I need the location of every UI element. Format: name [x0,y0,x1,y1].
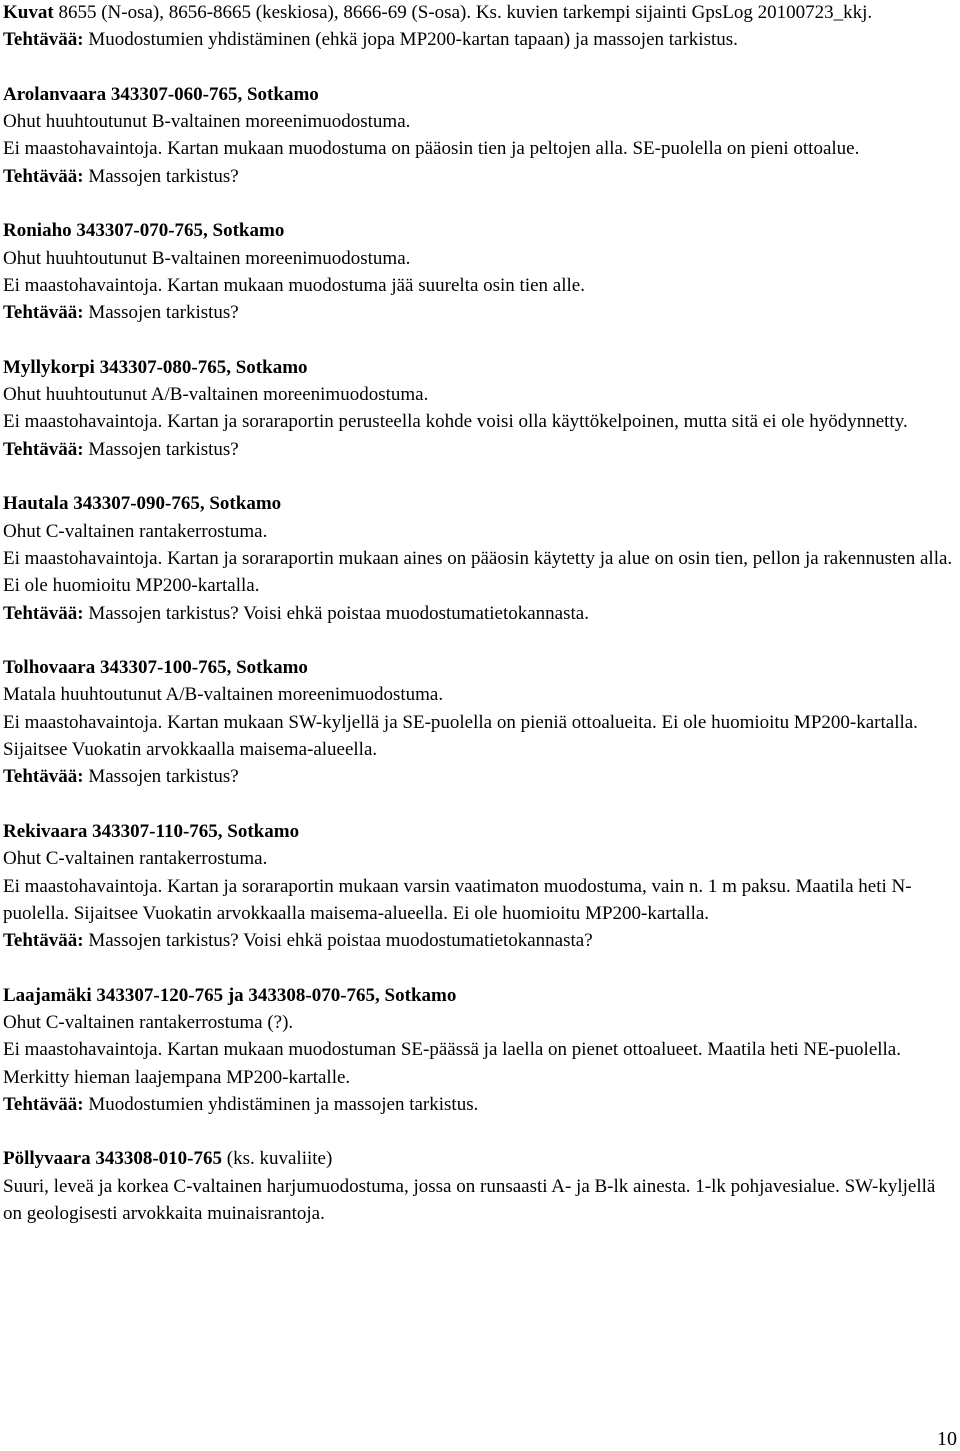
site-line [3,245,958,272]
site-line [3,845,958,872]
intro-block [3,0,958,54]
bold-text-run: Tehtävää: [3,165,84,187]
bold-text-run: Arolanvaara 343307-060-765, Sotkamo [3,83,319,105]
site-line [3,381,958,408]
text-run: Ohut C-valtainen rantakerrostuma (?). [3,1011,294,1033]
text-run: Massojen tarkistus? [83,165,239,187]
text-run: Massojen tarkistus? Voisi ehkä poistaa muodostumatietokannasta? [83,930,593,952]
site-line [3,1009,958,1036]
bold-text-run: Tehtävää: [3,29,84,51]
bold-text-run: Hautala 343307-090-765, Sotkamo [3,493,282,515]
bold-text-run: Tehtävää: [3,438,84,460]
site-line [3,1091,958,1118]
text-run: Ei maastohavaintoja. Kartan ja soraraportin mukaan aines on pääosin käytetty ja alue on osin tien, pellon ja rakennusten alla. Ei ole huomioitu MP200-kartalla. [3,547,953,597]
bold-text-run: Kuvat [3,2,54,23]
text-run: Massojen tarkistus? [83,302,239,324]
site-line [3,927,958,954]
bold-text-run: Tehtävää: [3,766,84,788]
site-section [3,1145,958,1227]
site-line [3,436,958,463]
site-section [3,982,958,1118]
site-line [3,108,958,135]
text-run: Ohut huuhtoutunut B-valtainen moreenimuodostuma. [3,111,411,133]
site-line [3,518,958,545]
text-run: Ohut huuhtoutunut B-valtainen moreenimuodostuma. [3,247,411,269]
document-page [3,0,958,1255]
text-run: Muodostumien yhdistäminen (ehkä jopa MP200-kartan tapaan) ja massojen tarkistus. [83,29,738,51]
site-line [3,873,958,928]
bold-text-run: Tehtävää: [3,930,84,952]
text-run: Ei maastohavaintoja. Kartan ja soraraportin mukaan varsin vaatimaton muodostuma, vain n. 1 m paksu. Maatila heti N-puolella. Sijaitsee Vuokatin arvokkaalla maisema-alueella. Ei ole huomioitu MP200-kartalla. [3,875,912,924]
bold-text-run: Laajamäki 343307-120-765 ja 343308-070-765, Sotkamo [3,984,457,1006]
text-run: Massojen tarkistus? [83,438,239,460]
text-run: Ei maastohavaintoja. Kartan mukaan SW-kyljellä ja SE-puolella on pieniä ottoalueita. Ei ole huomioitu MP200-kartalla. Sijaitsee Vuokatin arvokkaalla maisema-alueella. [3,711,918,761]
site-line [3,408,958,435]
site-line [3,1036,958,1091]
site-title [3,818,958,845]
site-title [3,982,958,1009]
bold-text-run: Tolhovaara 343307-100-765, Sotkamo [3,657,308,679]
site-line [3,299,958,326]
site-title [3,217,958,244]
site-line [3,135,958,162]
text-run: Ohut huuhtoutunut A/B-valtainen moreenimuodostuma. [3,384,429,406]
bold-text-run: Rekivaara 343307-110-765, Sotkamo [3,820,300,842]
site-line [3,545,958,600]
text-run: 8655 (N-osa), 8656-8665 (keskiosa), 8666-69 (S-osa). Ks. kuvien tarkempi sijainti GpsLog 20100723_kkj. [53,2,873,23]
text-run: Ei maastohavaintoja. Kartan ja soraraportin perusteella kohde voisi olla käyttökelpoinen, mutta sitä ei ole hyödynnetty. [3,411,908,433]
text-run: Muodostumien yhdistäminen ja massojen tarkistus. [83,1093,479,1115]
site-sections [3,81,958,1227]
site-title [3,81,958,108]
text-run: Ei maastohavaintoja. Kartan mukaan muodostuman SE-päässä ja laella on pienet ottoalueet. Maatila heti NE-puolella. Merkitty hieman laajempana MP200-kartalle. [3,1039,901,1088]
site-line [3,763,958,790]
site-title [3,1145,958,1172]
site-section [3,81,958,190]
site-title [3,354,958,381]
bold-text-run: Tehtävää: [3,1093,84,1115]
bold-text-run: Tehtävää: [3,602,84,624]
site-title [3,654,958,681]
text-run: (ks. kuvaliite) [222,1148,333,1170]
site-line [3,272,958,299]
site-line [3,709,958,764]
bold-text-run: Tehtävää: [3,302,84,324]
text-run: Ohut C-valtainen rantakerrostuma. [3,848,268,870]
text-run: Massojen tarkistus? [83,766,239,788]
text-run: Ohut C-valtainen rantakerrostuma. [3,520,268,542]
text-run: Ei maastohavaintoja. Kartan mukaan muodostuma on pääosin tien ja peltojen alla. SE-puolella on pieni ottoalue. [3,138,860,160]
intro-photos-line [3,0,958,26]
site-section [3,217,958,326]
site-section [3,490,958,626]
text-run: Ei maastohavaintoja. Kartan mukaan muodostuma jää suurelta osin tien alle. [3,274,585,296]
bold-text-run: Roniaho 343307-070-765, Sotkamo [3,220,285,242]
site-line [3,681,958,708]
text-run: Matala huuhtoutunut A/B-valtainen moreenimuodostuma. [3,684,444,706]
page-number: 10 [937,1428,957,1450]
intro-task-line [3,26,958,53]
site-section [3,654,958,790]
site-line [3,163,958,190]
site-section [3,818,958,954]
site-line [3,1173,958,1228]
text-run: Massojen tarkistus? Voisi ehkä poistaa muodostumatietokannasta. [83,602,589,624]
text-run: Suuri, leveä ja korkea C-valtainen harjumuodostuma, jossa on runsaasti A- ja B-lk ainesta. 1-lk pohjavesialue. SW-kyljellä on geologisesti arvokkaita muinaisrantoja. [3,1175,936,1225]
site-line [3,600,958,627]
site-title [3,490,958,517]
site-section [3,354,958,463]
bold-text-run: Myllykorpi 343307-080-765, Sotkamo [3,356,308,378]
bold-text-run: Pöllyvaara 343308-010-765 [3,1148,223,1170]
